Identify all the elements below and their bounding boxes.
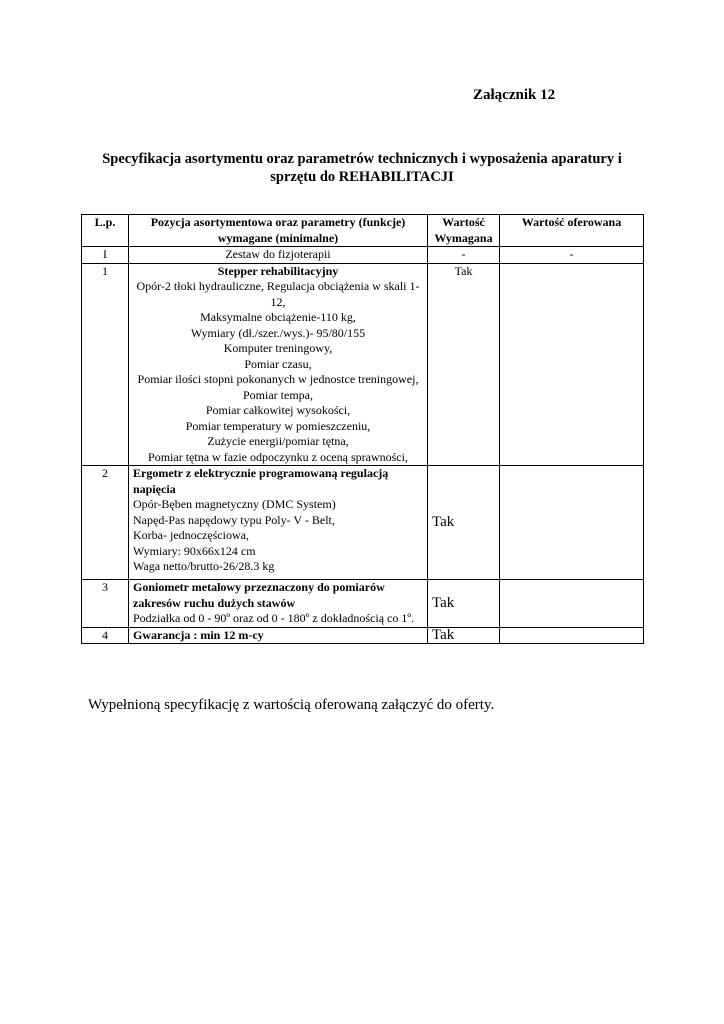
spec-line: Pomiar czasu,	[244, 356, 312, 371]
spec-line: Komputer treningowy,	[223, 341, 333, 355]
table-row	[82, 466, 644, 580]
item-name: Gwarancja : min 12 m-cy	[133, 627, 264, 642]
cell-offered	[500, 627, 644, 644]
cell-position	[129, 466, 428, 580]
cell-required: Tak	[428, 580, 500, 628]
spec-line: Korba- jednoczęściowa,	[133, 528, 249, 542]
cell-position	[129, 580, 428, 628]
spec-line: Pomiar tempa,	[243, 387, 313, 402]
spec-line: Wymiary: 90x66x124 cm	[133, 543, 256, 558]
cell-lp: 2	[82, 466, 129, 580]
spec-line: Waga netto/brutto-26/28.3 kg	[133, 559, 275, 573]
cell-lp: 1	[82, 263, 129, 466]
item-name: Goniometr metalowy przeznaczony do pomiarów zakresów ruchu dużych stawów	[133, 580, 385, 610]
cell-offered	[500, 466, 644, 580]
cell-offered	[500, 263, 644, 466]
spec-line: Napęd-Pas napędowy typu Poly- V - Belt,	[133, 512, 335, 527]
cell-offered: -	[500, 247, 644, 264]
header-required: Wartość Wymagana	[428, 215, 500, 247]
cell-lp: 3	[82, 580, 129, 628]
spec-line: Pomiar tętna w fazie odpoczynku z oceną sprawności,	[148, 449, 408, 464]
spec-line: Pomiar temperatury w pomieszczeniu,	[185, 418, 371, 433]
specification-table	[81, 214, 644, 644]
footer-note: Wypełnioną specyfikację z wartością oferowaną załączyć do oferty.	[88, 697, 495, 713]
title-line-2: sprzętu do REHABILITACJI	[270, 169, 454, 185]
cell-required: Tak	[428, 466, 500, 580]
cell-lp: I	[82, 247, 129, 264]
spec-line: Zużycie energii/pomiar tętna,	[207, 434, 349, 448]
item-name: Ergometr z elektrycznie programowaną regulacją napięcia	[133, 466, 389, 496]
spec-line: Opór-Bęben magnetyczny (DMC System)	[133, 497, 336, 511]
cell-position: Zestaw do fizjoterapii	[129, 247, 428, 264]
title-line-1: Specyfikacja asortymentu oraz parametrów technicznych i wyposażenia aparatury i	[102, 151, 622, 167]
table-row	[82, 580, 644, 628]
spec-line: Pomiar ilości stopni pokonanych w jednostce treningowej,	[137, 372, 419, 386]
cell-required: Tak	[428, 263, 500, 466]
cell-offered	[500, 580, 644, 628]
table-row	[82, 627, 644, 644]
spec-line: Maksymalne obciążenie-110 kg,	[200, 310, 356, 324]
cell-position	[129, 263, 428, 466]
spec-line: Wymiary (dł./szer./wys.)- 95/80/155	[190, 325, 366, 340]
cell-lp: 4	[82, 627, 129, 644]
item-name: Stepper rehabilitacyjny	[217, 263, 339, 278]
cell-position	[129, 627, 428, 644]
cell-required: -	[428, 247, 500, 264]
spec-line: Pomiar całkowitej wysokości,	[205, 403, 351, 417]
spec-line: Podziałka od 0 - 90º oraz od 0 - 180º z dokładnością co 1º.	[133, 611, 415, 625]
header-position: Pozycja asortymentowa oraz parametry (funkcje) wymagane (minimalne)	[129, 215, 428, 247]
header-lp: L.p.	[82, 215, 129, 247]
cell-required: Tak	[428, 627, 500, 644]
document-title	[80, 150, 644, 186]
table-row-group	[82, 247, 644, 264]
annex-label: Załącznik 12	[473, 87, 556, 103]
table-row	[82, 263, 644, 466]
table-header-row	[82, 215, 644, 247]
header-offered: Wartość oferowana	[500, 215, 644, 247]
spec-line: Opór-2 tłoki hydrauliczne, Regulacja obciążenia w skali 1-12,	[136, 279, 420, 309]
